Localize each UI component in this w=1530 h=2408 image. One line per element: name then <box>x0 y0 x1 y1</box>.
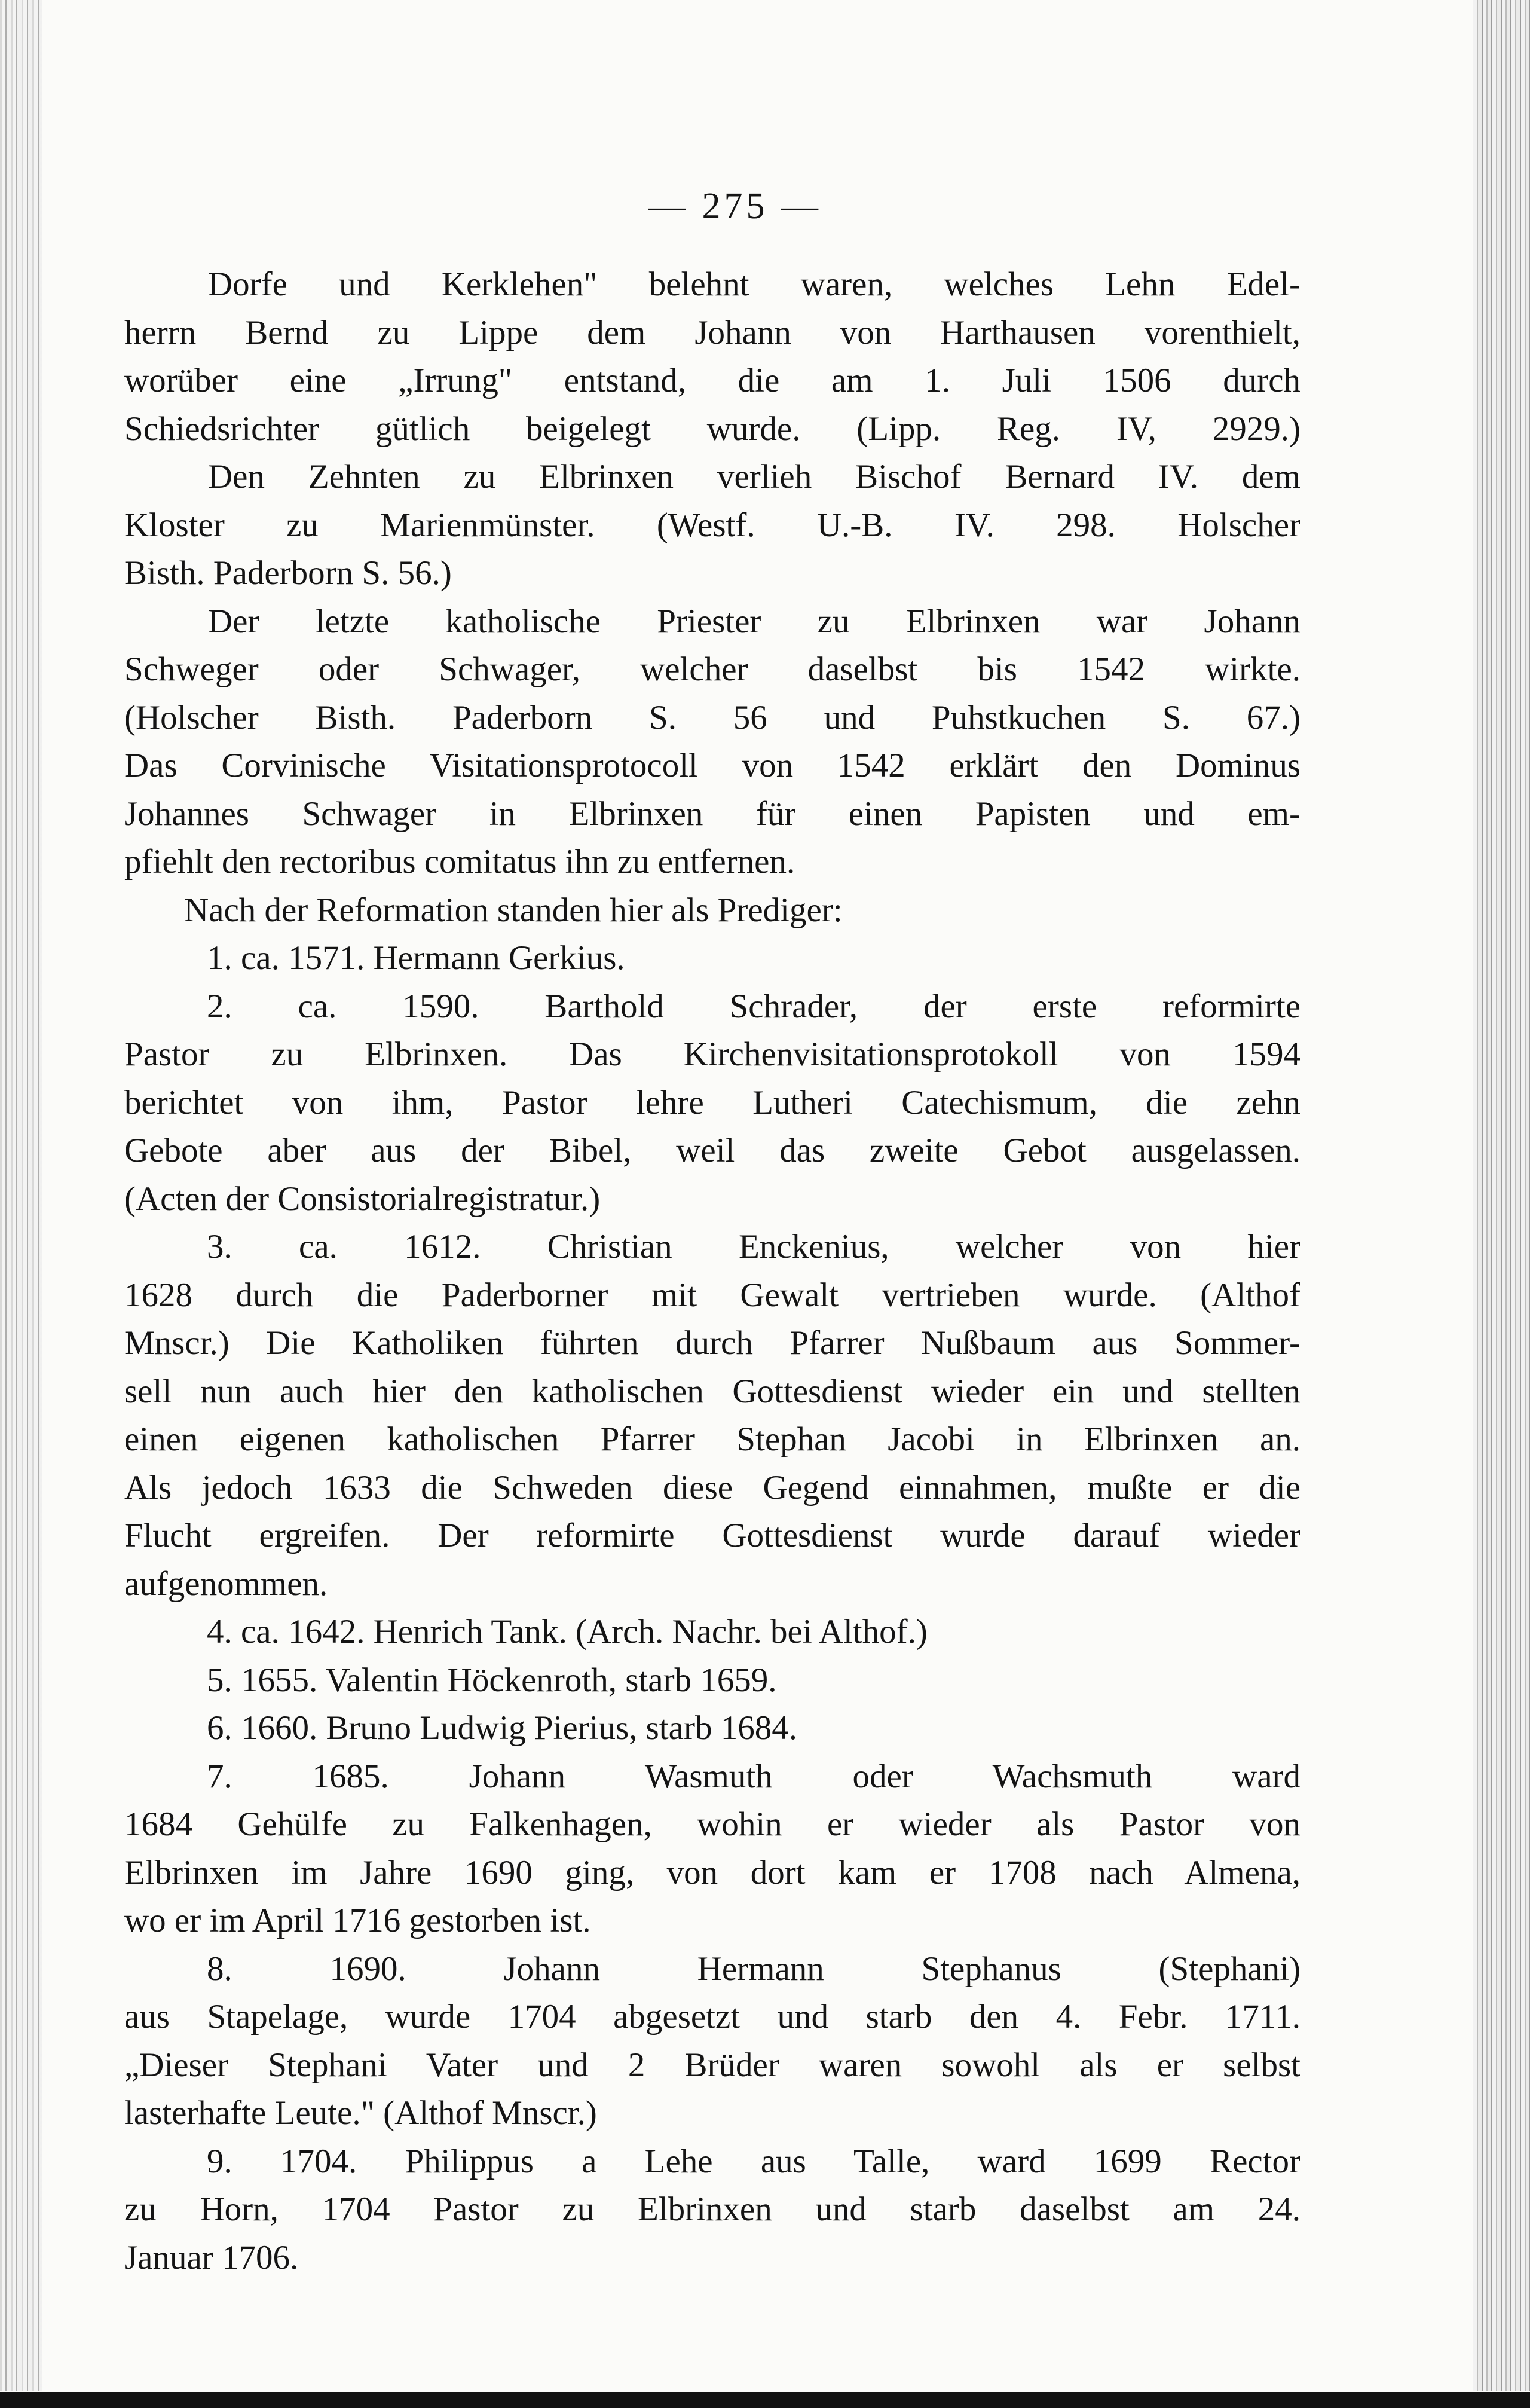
scan-bottom-edge <box>0 2392 1530 2408</box>
text-line: 1684 Gehülfe zu Falkenhagen, wohin er wieder als Pastor von <box>124 1805 1300 1843</box>
text-line: Gebote aber aus der Bibel, weil das zweite Gebot ausgelassen. <box>124 1132 1300 1169</box>
text-line: Schiedsrichter gütlich beigelegt wurde. (Lipp. Reg. IV, 2929.) <box>124 410 1300 448</box>
list-item: 2. ca. 1590. Barthold Schrader, der erste reformirte <box>207 987 1300 1025</box>
text-line: aus Stapelage, wurde 1704 abgesetzt und starb den 4. Febr. 1711. <box>124 1998 1300 2036</box>
text-line: worüber eine „Irrung" entstand, die am 1. Juli 1506 durch <box>124 362 1300 399</box>
text-line: Johannes Schwager in Elbrinxen für einen Papisten und em- <box>124 794 1300 833</box>
text-line: 1628 durch die Paderborner mit Gewalt vertrieben wurde. (Althof <box>124 1276 1300 1314</box>
list-item: 9. 1704. Philippus a Lehe aus Talle, ward 1699 Rector <box>207 2142 1300 2180</box>
text-line: Schweger oder Schwager, welcher daselbst bis 1542 wirkte. <box>124 650 1300 688</box>
list-item: 4. ca. 1642. Henrich Tank. (Arch. Nachr. bei Althof.) <box>207 1613 928 1651</box>
page-number: — 275 — <box>648 186 822 227</box>
text-line: sell nun auch hier den katholischen Gottesdienst wieder ein und stellten <box>124 1372 1300 1410</box>
text-line: Januar 1706. <box>124 2238 299 2276</box>
list-item: 7. 1685. Johann Wasmuth oder Wachsmuth ward <box>207 1757 1300 1795</box>
list-item: 6. 1660. Bruno Ludwig Pierius, starb 1684. <box>207 1709 797 1747</box>
text-line: Kloster zu Marienmünster. (Westf. U.-B. IV. 298. Holscher <box>124 506 1300 544</box>
text-line: aufgenommen. <box>124 1564 328 1603</box>
list-item: 8. 1690. Johann Hermann Stephanus (Stephani) <box>207 1949 1300 1988</box>
text-line: Das Corvinische Visitationsprotocoll von 1542 erklärt den Dominus <box>124 747 1300 784</box>
scan-edge-right <box>1473 0 1530 2391</box>
text-line: einen eigenen katholischen Pfarrer Stephan Jacobi in Elbrinxen an. <box>124 1420 1300 1458</box>
list-item: 3. ca. 1612. Christian Enckenius, welcher von hier <box>207 1228 1300 1266</box>
text-line: „Dieser Stephani Vater und 2 Brüder waren sowohl als er selbst <box>124 2046 1300 2084</box>
text-line: Der letzte katholische Priester zu Elbrinxen war Johann <box>208 602 1300 640</box>
text-line: (Acten der Consistorialregistratur.) <box>124 1179 601 1218</box>
text-line: lasterhafte Leute." (Althof Mnscr.) <box>124 2094 597 2132</box>
list-item: 1. ca. 1571. Hermann Gerkius. <box>207 939 625 977</box>
page-body <box>124 261 1300 2282</box>
text-line: Als jedoch 1633 die Schweden diese Gegend einnahmen, mußte er die <box>124 1468 1300 1506</box>
text-line: Flucht ergreifen. Der reformirte Gottesdienst wurde darauf wieder <box>124 1517 1300 1554</box>
text-line: Pastor zu Elbrinxen. Das Kirchenvisitationsprotokoll von 1594 <box>124 1035 1300 1073</box>
text-line: herrn Bernd zu Lippe dem Johann von Harthausen vorenthielt, <box>124 313 1300 352</box>
text-line: zu Horn, 1704 Pastor zu Elbrinxen und starb daselbst am 24. <box>124 2190 1300 2228</box>
text-line: wo er im April 1716 gestorben ist. <box>124 1902 591 1939</box>
text-line: (Holscher Bisth. Paderborn S. 56 und Puhstkuchen S. 67.) <box>124 698 1300 737</box>
scan-edge-left <box>0 0 42 2391</box>
list-item: 5. 1655. Valentin Höckenroth, starb 1659. <box>207 1661 777 1699</box>
text-line: pfiehlt den rectoribus comitatus ihn zu entfernen. <box>124 843 795 881</box>
section-heading: Nach der Reformation standen hier als Prediger: <box>184 891 843 929</box>
text-line: Bisth. Paderborn S. 56.) <box>124 554 452 592</box>
text-line: berichtet von ihm, Pastor lehre Lutheri Catechismum, die zehn <box>124 1083 1300 1122</box>
text-line: Dorfe und Kerklehen" belehnt waren, welches Lehn Edel- <box>208 265 1300 303</box>
text-line: Mnscr.) Die Katholiken führten durch Pfarrer Nußbaum aus Sommer- <box>124 1324 1300 1362</box>
text-line: Den Zehnten zu Elbrinxen verlieh Bischof Bernard IV. dem <box>208 458 1300 496</box>
text-line: Elbrinxen im Jahre 1690 ging, von dort kam er 1708 nach Almena, <box>124 1853 1300 1891</box>
